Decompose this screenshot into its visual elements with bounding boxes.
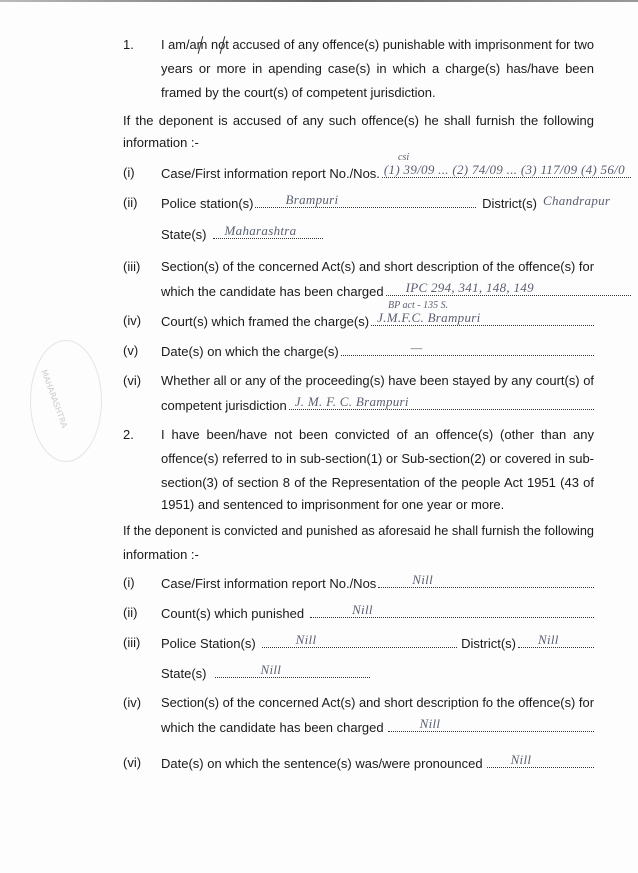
field-label: which the candidate has been charged: [161, 720, 384, 735]
conv-case-field: [161, 573, 594, 593]
conv-court-field: [161, 603, 594, 623]
handwritten-value: Maharashtra: [224, 223, 297, 238]
line-text: offence(s) referred to in sub-section(1) or Sub-section(2) or covered in sub-: [161, 451, 594, 466]
conv-date-field: [161, 753, 594, 773]
stayed-field: [161, 395, 594, 415]
line-text: Whether all or any of the proceeding(s) have been stayed by any court(s) of: [161, 373, 594, 388]
court-field: [161, 311, 594, 331]
fill-line[interactable]: [487, 753, 594, 768]
conv-sections-field: [161, 717, 594, 737]
field-label: Police Station(s): [161, 636, 256, 651]
official-seal: [30, 340, 102, 462]
fill-line[interactable]: [310, 603, 594, 618]
line-text: 1951) and sentenced to imprisonment for one year or more.: [161, 497, 505, 512]
fill-line[interactable]: [255, 193, 476, 208]
item1-line: [161, 59, 594, 79]
item-number: (iv): [123, 695, 142, 710]
state-field: [161, 224, 323, 244]
field-label: Date(s) on which the charge(s): [161, 344, 339, 359]
case-fir-field: [161, 163, 631, 183]
handwritten-note: csi: [398, 152, 410, 163]
item-number: 1.: [123, 37, 134, 52]
fill-line[interactable]: [371, 311, 594, 326]
line-text: information :-: [123, 547, 199, 562]
fill-line[interactable]: [386, 281, 631, 296]
field-label: District(s): [482, 196, 537, 211]
field-label: Case/First information report No./Nos: [161, 576, 377, 591]
item-number: (ii): [123, 605, 138, 620]
fill-line[interactable]: [262, 633, 457, 648]
item-number: (i): [123, 165, 135, 180]
handwritten-value: Nill: [260, 662, 282, 677]
handwritten-value: IPC 294, 341, 148, 149: [405, 280, 534, 295]
item2-line: [161, 473, 594, 493]
item-number: (iv): [123, 313, 142, 328]
field-label-line: [161, 257, 594, 277]
sections-field: [161, 281, 631, 301]
handwritten-value: Nill: [295, 632, 317, 647]
paragraph-line: [123, 545, 594, 565]
field-label: competent jurisdiction: [161, 398, 287, 413]
line-text: If the deponent is accused of any such offence(s) he shall furnish the following: [123, 113, 594, 128]
item-number: (ii): [123, 195, 138, 210]
paragraph-line: [123, 111, 594, 131]
scan-edge: [0, 0, 638, 2]
line-text: I am/am not accused of any offence(s) punishable with imprisonment for two: [161, 37, 594, 52]
item1-line: [161, 83, 594, 103]
handwritten-value: BP act - 135 S.: [388, 300, 449, 311]
handwritten-value: J. M. F. C. Brampuri: [294, 394, 409, 409]
field-label-line: [161, 693, 594, 713]
item-number: (vi): [123, 373, 142, 388]
item2-line: [161, 449, 594, 469]
fill-line[interactable]: [215, 663, 370, 678]
handwritten-value: —: [410, 340, 423, 355]
line-text: years or more in apending case(s) in which a charge(s) has/have been: [161, 61, 594, 76]
field-label: Case/First information report No./Nos.: [161, 166, 380, 181]
paragraph-line: [123, 521, 594, 541]
fill-line[interactable]: [382, 163, 631, 178]
handwritten-value: Nill: [412, 572, 434, 587]
item-number: 2.: [123, 427, 134, 442]
handwritten-value: Brampuri: [285, 192, 339, 207]
charge-date-field: [161, 341, 594, 361]
field-label: District(s): [461, 636, 516, 651]
line-text: I have been/have not been convicted of an offence(s) (other than any: [161, 427, 594, 442]
fill-line[interactable]: [289, 395, 594, 410]
fill-line[interactable]: [539, 194, 631, 208]
conv-state-field: [161, 663, 370, 683]
item-number: (iii): [123, 259, 141, 274]
handwritten-value: Chandrapur: [543, 193, 611, 208]
handwritten-value: Nill: [510, 752, 532, 767]
field-label: Date(s) on which the sentence(s) was/were pronounced: [161, 756, 483, 771]
field-label: State(s): [161, 666, 207, 681]
line-text: Section(s) of the concerned Act(s) and short description of the offence(s) for: [161, 259, 594, 274]
fill-line[interactable]: [388, 717, 594, 732]
line-text: If the deponent is convicted and punished as aforesaid he shall furnish the following: [123, 523, 594, 538]
handwritten-value: Nill: [419, 716, 441, 731]
seal-text: MAHARASHTRA: [39, 368, 69, 430]
field-label: which the candidate has been charged: [161, 284, 384, 299]
field-label: Count(s) which punished: [161, 606, 305, 621]
field-label: State(s): [161, 227, 207, 242]
item1-line: [161, 35, 594, 55]
handwritten-value: (1) 39/09 ... (2) 74/09 ... (3) 117/09 (4) 56/0: [383, 162, 625, 177]
fill-line[interactable]: [518, 633, 594, 648]
line-text: framed by the court(s) of competent jurisdiction.: [161, 85, 436, 100]
paragraph-line: [123, 133, 594, 153]
item-number: (vi): [123, 755, 142, 770]
fill-line[interactable]: [213, 224, 323, 239]
item-number: (v): [123, 343, 139, 358]
item-number: (iii): [123, 635, 141, 650]
fill-line[interactable]: [341, 341, 594, 356]
item-number: (i): [123, 575, 135, 590]
item2-line: [161, 495, 594, 515]
line-text: section(3) of section 8 of the Representation of the people Act 1951 (43 of: [161, 475, 594, 490]
field-label-line: [161, 371, 594, 391]
handwritten-value: Nill: [352, 602, 373, 617]
handwritten-value: J.M.F.C. Brampuri: [377, 310, 481, 325]
item2-line: [161, 425, 594, 445]
line-text: Section(s) of the concerned Act(s) and short description fo the offence(s) for: [161, 695, 594, 710]
field-label: Court(s) which framed the charge(s): [161, 314, 370, 329]
conv-police-field: [161, 633, 594, 653]
handwritten-value: Nill: [538, 632, 559, 647]
police-station-field: [161, 193, 631, 213]
field-label: Police station(s): [161, 196, 254, 211]
line-text: information :-: [123, 135, 199, 150]
fill-line[interactable]: [378, 573, 594, 588]
